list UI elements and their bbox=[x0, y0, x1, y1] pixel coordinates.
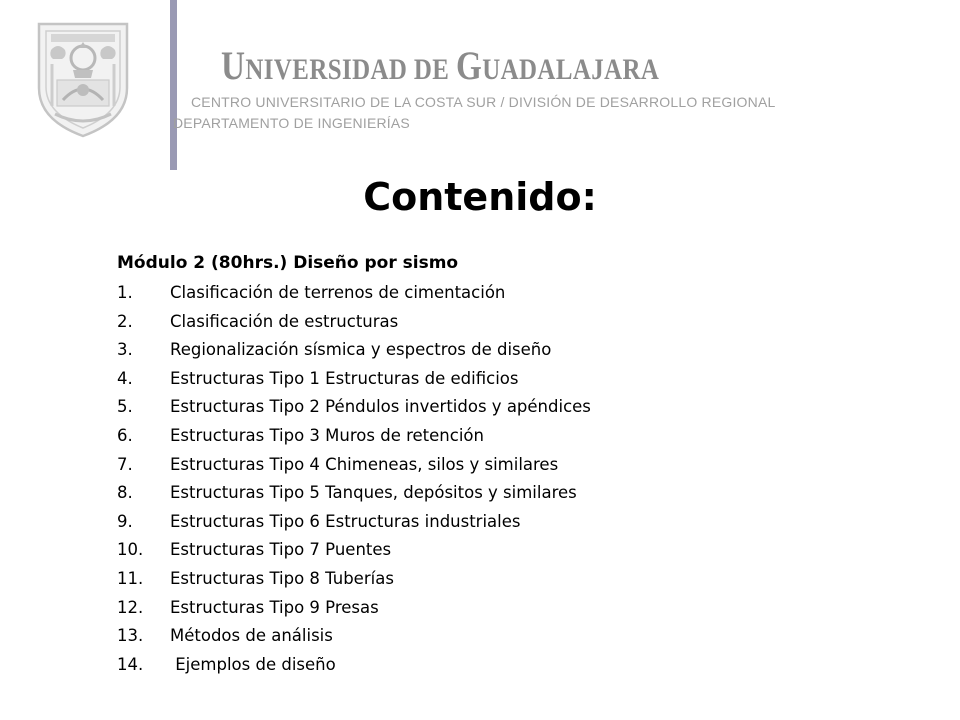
list-item-number: 7. bbox=[117, 454, 133, 474]
list-item-number: 4. bbox=[117, 368, 133, 388]
list-item-text: Regionalización sísmica y espectros de diseño bbox=[170, 340, 552, 360]
header-divider-bar bbox=[170, 0, 177, 170]
list-item-text: Clasificación de estructuras bbox=[170, 311, 399, 331]
list-item-text: Estructuras Tipo 5 Tanques, depósitos y similares bbox=[170, 483, 577, 503]
campus-division-line: CENTRO UNIVERSITARIO DE LA COSTA SUR / DIVISIÓN DE DESARROLLO REGIONAL bbox=[191, 94, 776, 110]
department-line: DEPARTAMENTO DE INGENIERÍAS bbox=[173, 115, 410, 131]
list-item-text: Estructuras Tipo 4 Chimeneas, silos y similares bbox=[170, 454, 559, 474]
list-item-text: Estructuras Tipo 1 Estructuras de edificios bbox=[170, 368, 519, 388]
slide-title: Contenido: bbox=[363, 175, 597, 219]
list-item-text: Estructuras Tipo 2 Péndulos invertidos y apéndices bbox=[170, 397, 591, 417]
list-item-number: 1. bbox=[117, 283, 133, 302]
module-heading: Módulo 2 (80hrs.) Diseño por sismo bbox=[117, 253, 459, 273]
list-item-number: 10. bbox=[117, 540, 144, 560]
list-item-number: 8. bbox=[117, 483, 133, 503]
list-item-text: Estructuras Tipo 8 Tuberías bbox=[170, 568, 394, 588]
university-crest-icon bbox=[33, 20, 133, 138]
list-item-text: Estructuras Tipo 7 Puentes bbox=[170, 540, 392, 560]
list-item-number: 11. bbox=[117, 568, 144, 588]
university-crest-icon bbox=[33, 20, 133, 138]
list-item-number: 2. bbox=[117, 311, 133, 331]
list-item-number: 5. bbox=[117, 397, 133, 417]
list-item-number: 6. bbox=[117, 425, 133, 445]
list-item-text: Clasificación de terrenos de cimentación bbox=[170, 283, 506, 302]
list-item-number: 9. bbox=[117, 511, 133, 531]
list-item-number: 12. bbox=[117, 597, 144, 617]
list-item-text: Estructuras Tipo 9 Presas bbox=[170, 597, 379, 617]
list-item-number: 3. bbox=[117, 340, 133, 360]
list-item-text: Estructuras Tipo 6 Estructuras industriales bbox=[170, 511, 521, 531]
list-item-number: 14. bbox=[117, 654, 144, 674]
list-item-text: Métodos de análisis bbox=[170, 626, 333, 646]
university-name: UNIVERSIDAD DE GUADALAJARA bbox=[221, 43, 660, 88]
list-item-text: Ejemplos de diseño bbox=[170, 654, 336, 674]
list-item-text: Estructuras Tipo 3 Muros de retención bbox=[170, 425, 484, 445]
list-item-number: 13. bbox=[117, 626, 144, 646]
